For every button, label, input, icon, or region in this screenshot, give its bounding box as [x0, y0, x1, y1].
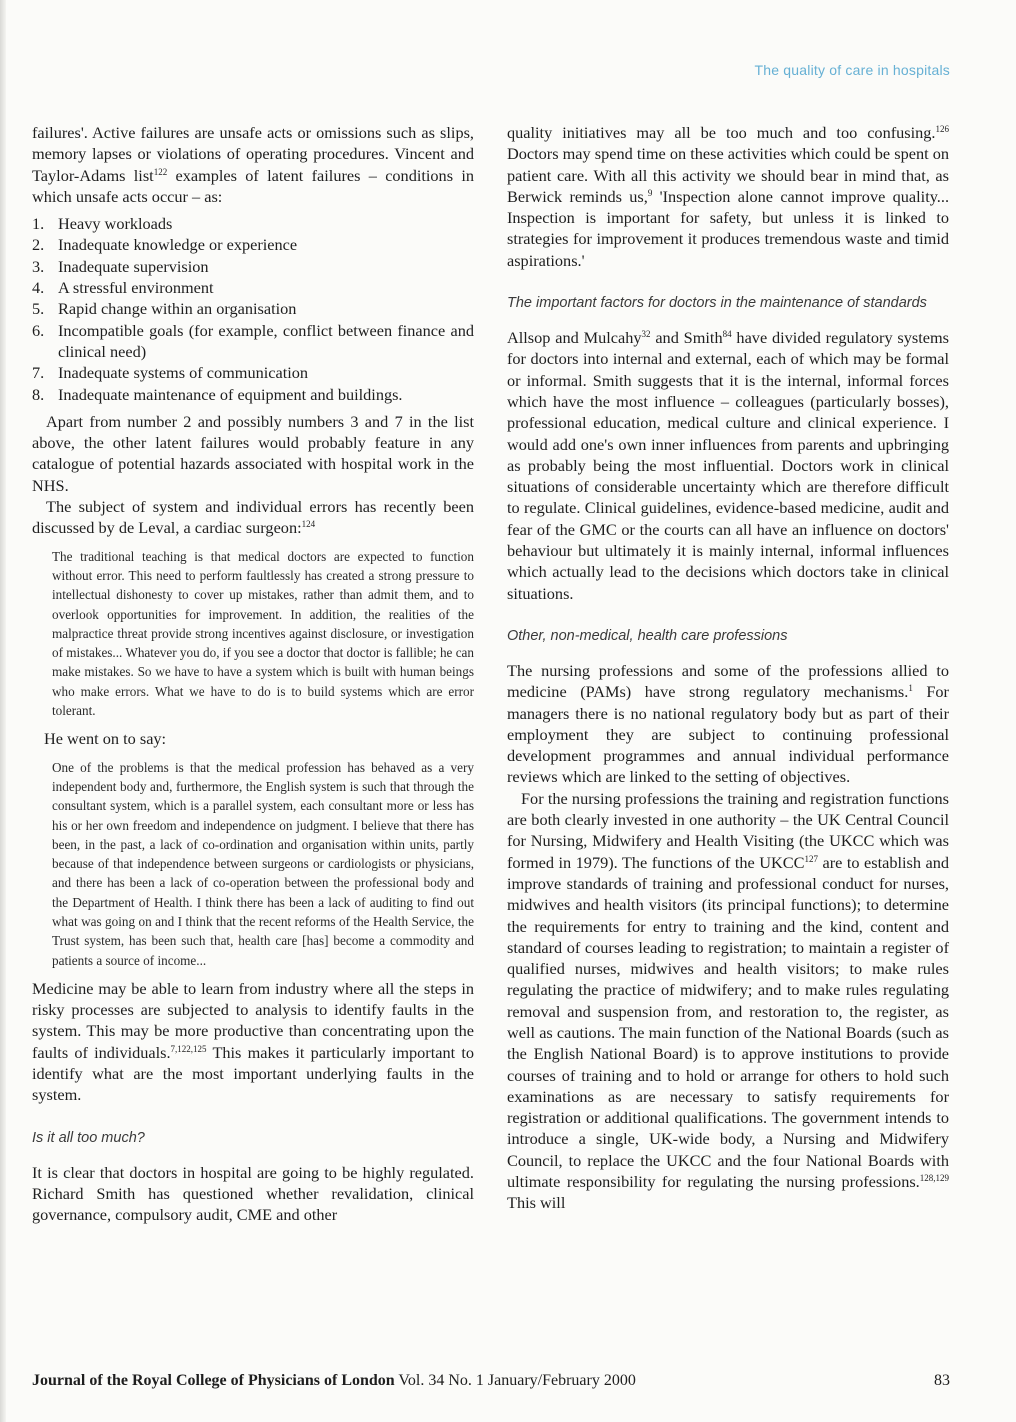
- paragraph: Apart from number 2 and possibly numbers 3 and 7 in the list above, the other latent failures would probably feature in any catalogue of potential hazards associated with hospital work in the NHS.: [32, 411, 474, 495]
- citation: 127: [804, 853, 818, 864]
- right-column: [507, 122, 949, 1214]
- list-item: 4. A stressful environment: [32, 278, 214, 298]
- paragraph: Medicine may be able to learn from industry where all the steps in risky processes are subjected to analysis to identify faults in the system. This may be more productive than concentrating upon the faults of individuals.$^{7,122,125}$ This makes it particularly important to identify what are the most important underlying faults in the system.: [32, 978, 474, 1105]
- journal-issue: Vol. 34 No. 1 January/February 2000: [394, 1372, 636, 1389]
- running-head: The quality of care in hospitals: [754, 62, 950, 78]
- left-column: [32, 122, 474, 1226]
- citation: 122: [153, 166, 168, 177]
- paragraph: Allsop and Mulcahy$^{32}$ and Smith$^{84}$ have divided regulatory systems for doctors into internal and external, each of which may be formal or informal. Smith suggests that it is the internal, informal forces which have the most influence – colleagues (particularly bosses), professional education, medical culture and clinical experience. I would add one's own inner influences from parents and upbringing as probably being the most influential. Doctors work in clinical situations of considerable uncertainty which are therefore difficult to regulate. Clinical guidelines, evidence-based medicine, audit and fear of the GMC or the courts can all have an influence on doctors' behaviour but ultimately it is mainly internal, informal influences which actually lead to the decisions which doctors take in clinical situations.: [507, 328, 949, 603]
- section-heading: Other, non-medical, health care professions: [507, 627, 788, 644]
- page-number: 83: [934, 1372, 950, 1389]
- citation: 7,122,125: [170, 1043, 207, 1054]
- paragraph: failures'. Active failures are unsafe acts or omissions such as slips, memory lapses or violations of operating procedures. Vincent and Taylor-Adams list$^{122}$ examples of latent failures – conditions in which unsafe acts occur – as:: [32, 123, 474, 206]
- paragraph: The subject of system and individual errors has recently been discussed by de Leval, a cardiac surgeon:$^{124}$: [32, 497, 474, 538]
- list-item: 8. Inadequate maintenance of equipment and buildings.: [32, 384, 403, 404]
- paragraph: quality initiatives may all be too much and too confusing.$^{126}$ Doctors may spend time on these activities which could be spent on patient care. With all this activity we should bear in mind that, as Berwick reminds us,$^9$ 'Inspection alone cannot improve quality... Inspection is important for safety, but unless it is linked to strategies for improvement it produces tremendous waste and timid aspirations.': [507, 123, 950, 270]
- paragraph: For the nursing professions the training and registration functions are both clearly invested in one authority – the UK Central Council for Nursing, Midwifery and Health Visiting (the UKCC which was formed in 1979). The functions of the UKCC$^{127}$ are to establish and improve standards of training and professional conduct for nurses, midwives and health visitors (its principal functions); to determine the requirements for entry to training and the kind, content and standard of courses leading to registration; to maintain a register of qualified nurses, midwives and health visitors; to make rules regulating the practice of midwifery; and to make rules regulating removal and suspension from, and restoration to, the register, as well as cautions. The main function of the National Boards (such as the English National Board) is to approve institutions to provide courses of training and to hold or arrange for others to hold such examinations as are necessary to satisfy requirements for registration or additional qualifications. The government intends to introduce a single, UK-wide body, a Nursing and Midwifery Council, to replace the UKCC and the four National Boards with ultimate responsibility for regulating the nursing professions.$^{128,129}$ This will: [507, 788, 949, 1213]
- paragraph: It is clear that doctors in hospital are going to be highly regulated. Richard Smith has questioned whether revalidation, clinical governance, compulsory audit, CME and other: [32, 1162, 474, 1225]
- section-heading: Is it all too much?: [32, 1129, 145, 1146]
- citation: 1: [908, 683, 913, 694]
- paragraph: He went on to say:: [44, 729, 167, 749]
- journal-title: Journal of the Royal College of Physicians of London: [32, 1372, 395, 1389]
- quote-text: The traditional teaching is that medical doctors are expected to function without error. This need to perform faultlessly has created a strong pressure to intellectual dishonesty to cover up mistakes, rather than admit them, and to overlook opportunities for improvement. In addition, the realities of the malpractice threat provide strong incentives against disclosure, or investigation of mistakes... Whatever you do, if you see a doctor that doctor is fallible; he can make mistakes. So we have to have a system which is built with human beings who make errors. What we have to do is to build systems which are error tolerant.: [52, 548, 474, 719]
- citation: 126: [935, 124, 949, 134]
- citation: 9: [647, 187, 653, 198]
- citation: 128,129: [919, 1173, 949, 1184]
- citation: 124: [301, 519, 316, 530]
- quote-text: One of the problems is that the medical profession has behaved as a very independent body and, furthermore, the English system is such that through the consultant system, which is a parallel system, each consultant more or less has his or her own freedom and independence on judgment. I believe that there has been, in the past, a lack of co-ordination and organisation within units, partly because of that independence between surgeons or cardiologists or physicians, and there has been a lack of co-operation between the professional body and the Department of Health. I think there has been a lack of auditing to find out what was going on and I think that the recent reforms of the Health Service, the Trust system, has been such that, health care [has] become a commodity and patients a source of income...: [52, 759, 474, 968]
- block-quote: [52, 758, 474, 970]
- list-item: 1. Heavy workloads: [32, 214, 173, 234]
- page-edge-shadow: [0, 0, 6, 1422]
- page-footer: [32, 1372, 950, 1390]
- list-item: 2. Inadequate knowledge or experience: [32, 235, 298, 255]
- paragraph: The nursing professions and some of the professions allied to medicine (PAMs) have strong regulatory mechanisms.$^1$ For managers there is no national regulatory body but as part of their employment they are subject to continuing professional development programmes and annual individual performance reviews which are linked to the setting of objectives.: [507, 660, 949, 787]
- list-item: 3. Inadequate supervision: [32, 256, 209, 276]
- list-item: 7. Inadequate systems of communication: [32, 363, 309, 383]
- block-quote: [52, 547, 474, 721]
- citation: 32: [641, 329, 651, 340]
- list-item: 5. Rapid change within an organisation: [32, 299, 297, 319]
- list-item: 6. Incompatible goals (for example, conflict between finance and clinical need): [32, 320, 474, 361]
- section-heading: The important factors for doctors in the maintenance of standards: [507, 295, 927, 312]
- citation: 84: [722, 329, 732, 340]
- latent-failures-list: [32, 213, 474, 405]
